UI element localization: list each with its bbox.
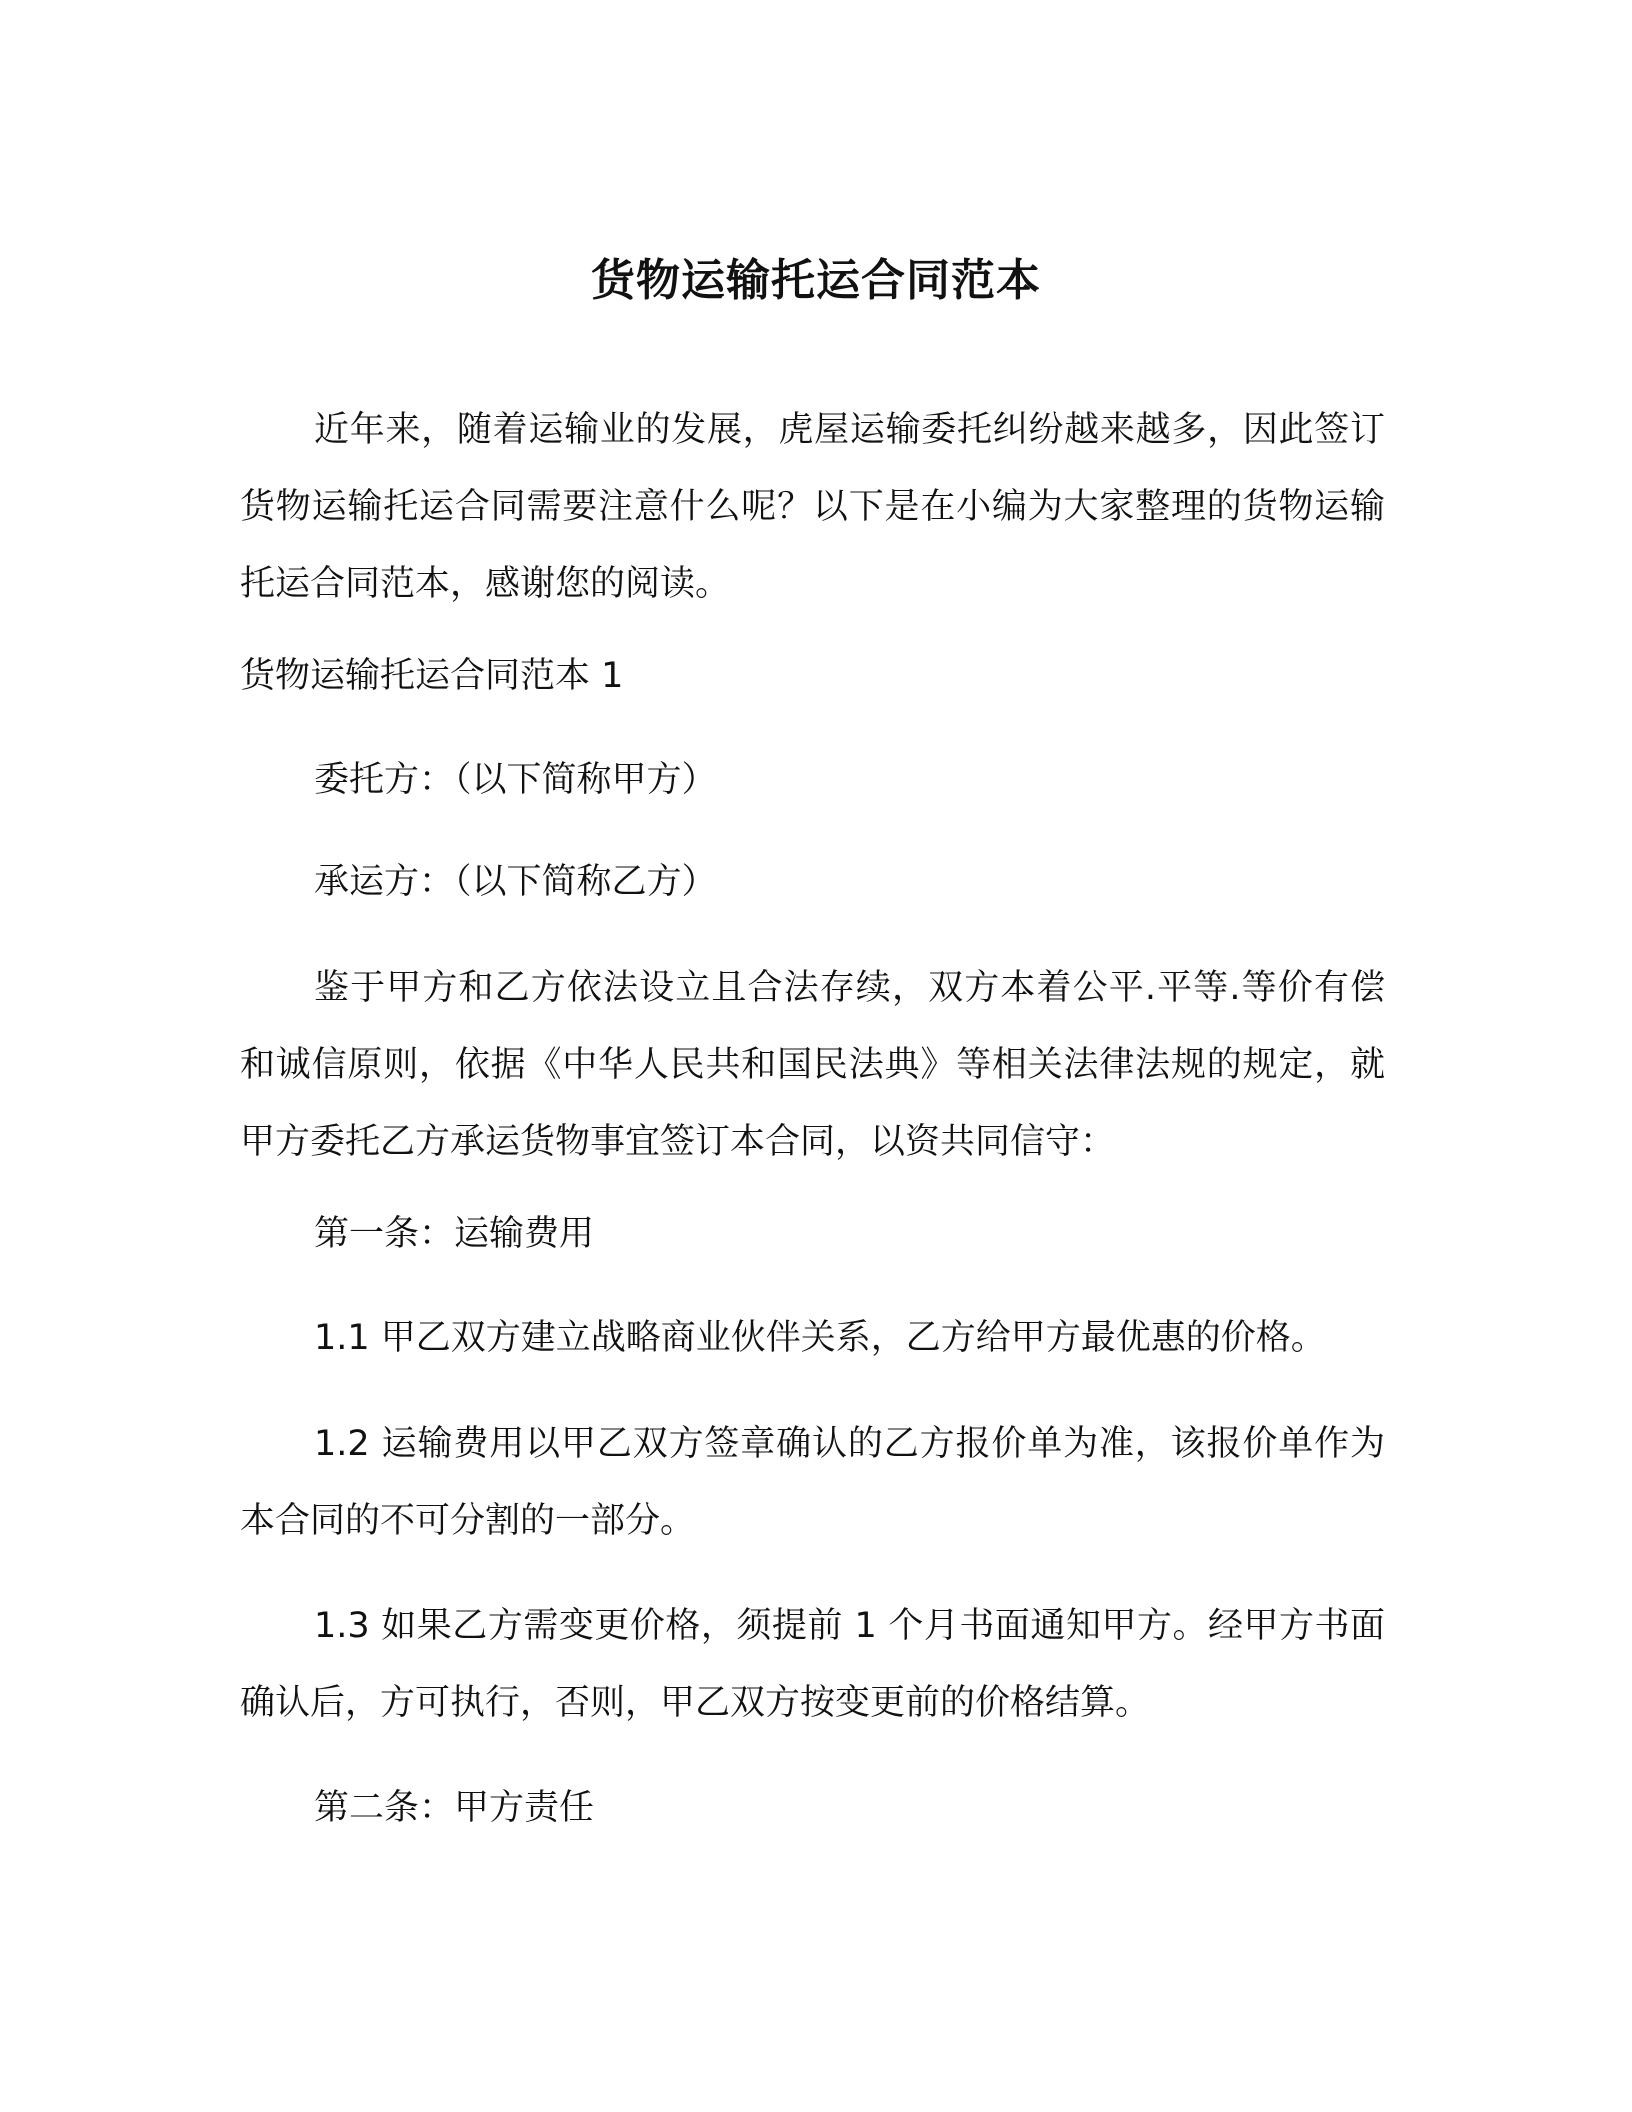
preamble-paragraph: 鉴于甲方和乙方依法设立且合法存续，双方本着公平.平等.等价有偿和诚信原则，依据《中华人民共和国民法典》等相关法律法规的规定，就甲方委托乙方承运货物事宜签订本合同，以资共同信守： [240, 968, 1385, 1162]
section-heading-template-1: 货物运输托运合同范本 1 [240, 656, 624, 696]
article-1-heading: 第一条：运输费用 [314, 1214, 595, 1254]
article-2-heading: 第二条：甲方责任 [314, 1788, 595, 1828]
clause-1-3: 1.3 如果乙方需变更价格，须提前 1 个月书面通知甲方。经甲方书面确认后，方可执行，否则，甲乙双方按变更前的价格结算。 [240, 1606, 1385, 1723]
intro-paragraph: 近年来，随着运输业的发展，虎屋运输委托纠纷越来越多，因此签订货物运输托运合同需要注意什么呢？以下是在小编为大家整理的货物运输托运合同范本，感谢您的阅读。 [240, 410, 1385, 604]
clause-1-1: 1.1 甲乙双方建立战略商业伙伴关系，乙方给甲方最优惠的价格。 [314, 1318, 1326, 1358]
clause-1-2: 1.2 运输费用以甲乙双方签章确认的乙方报价单为准，该报价单作为本合同的不可分割的一部分。 [240, 1424, 1385, 1541]
party-a-line: 委托方：（以下简称甲方） [314, 760, 717, 800]
document-title: 货物运输托运合同范本 [591, 255, 1041, 307]
party-b-line: 承运方：（以下简称乙方） [314, 862, 717, 902]
